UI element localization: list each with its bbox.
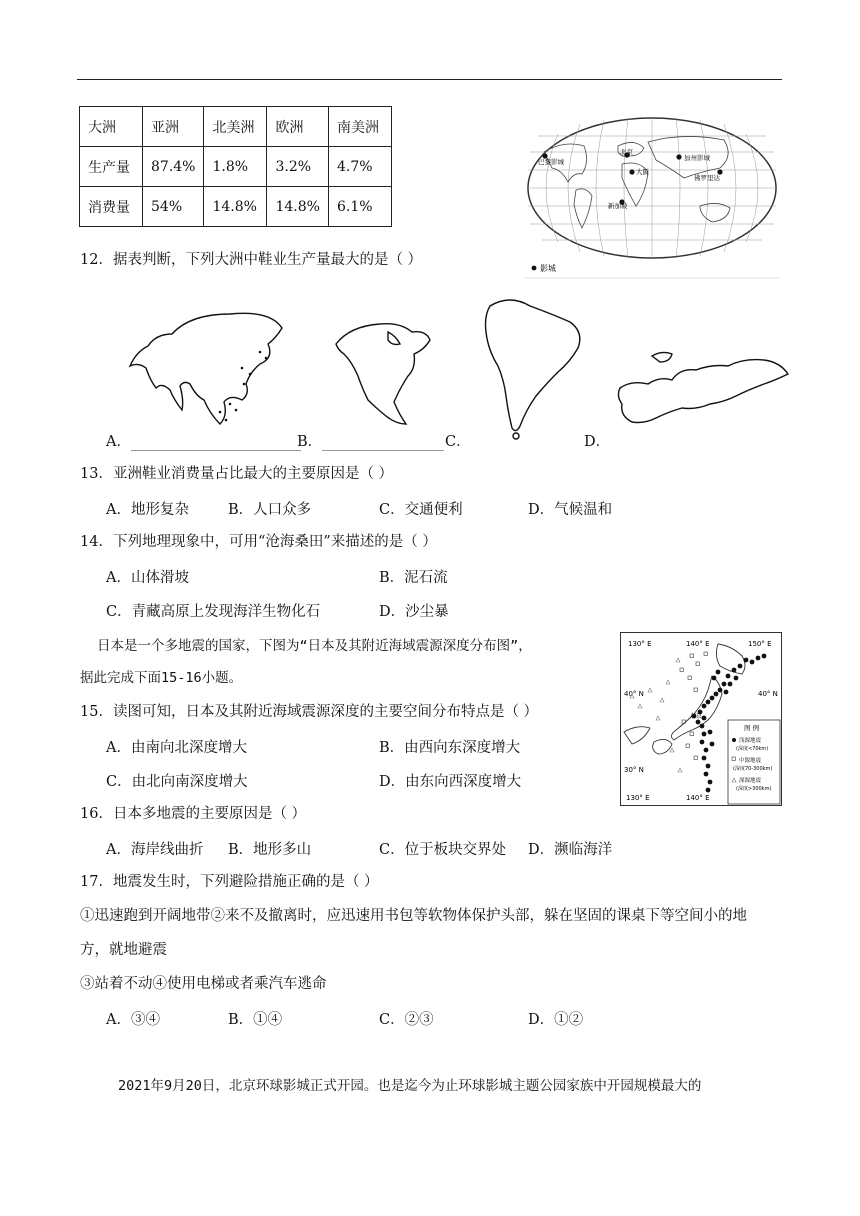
question-13: 13．亚洲鞋业消费量占比最大的主要原因是（ ） <box>80 466 394 482</box>
table-row <box>80 187 392 227</box>
table-cell: 14.8% <box>267 187 328 227</box>
legend-marker <box>532 266 537 271</box>
island-dot <box>241 367 244 370</box>
table-cell: 欧洲 <box>267 107 328 147</box>
q13-option-c[interactable]: C．交通便利 <box>379 502 463 518</box>
q14-option-c[interactable]: C．青藏高原上发现海洋生物化石 <box>106 604 321 620</box>
question-17: 17．地震发生时，下列避险措施正确的是（ ） <box>80 874 379 890</box>
question-14: 14．下列地理现象中，可用“沧海桑田”来描述的是（ ） <box>80 534 437 550</box>
table-cell: 6.1% <box>328 187 391 227</box>
south-america-outline <box>486 300 580 439</box>
label-paris: 巴黎影城 <box>538 158 564 166</box>
legend-title: 图 例 <box>744 724 760 732</box>
label-beijing: 北京 <box>620 148 633 156</box>
q13-option-a[interactable]: A．地形复杂 <box>106 502 189 518</box>
intro-japan-line1: 日本是一个多地震的国家，下图为“日本及其附近海域震源深度分布图”， <box>97 638 532 654</box>
q15-option-a[interactable]: A．由南向北深度增大 <box>106 740 247 756</box>
footer-paragraph: 2021年9月20日，北京环球影城正式开园。也是迄今为止环球影城主题公园家族中开园规模最大的 <box>118 1078 702 1094</box>
north-america-outline <box>336 324 430 424</box>
q17-option-b[interactable]: B．①④ <box>228 1012 283 1028</box>
island-dot <box>259 351 262 354</box>
lat-label: 40° N <box>624 690 644 698</box>
table-cell: 87.4% <box>143 147 204 187</box>
world-map-figure <box>524 112 780 280</box>
island-dot <box>265 357 268 360</box>
legend-intermediate: 中源地震 <box>739 758 762 764</box>
q15-option-c[interactable]: C．由北向南深度增大 <box>106 774 248 790</box>
q12-continent-figures <box>100 292 800 444</box>
legend-shallow-depth: (深度<70km) <box>736 746 769 752</box>
label-singapore: 新加坡 <box>608 202 628 210</box>
marker-osaka <box>629 169 634 174</box>
label-orlando: 佛罗里达 <box>694 174 720 182</box>
q13-option-b[interactable]: B．人口众多 <box>228 502 312 518</box>
legend-intermediate-depth: (深度70-300km) <box>733 766 773 772</box>
question-16: 16．日本多地震的主要原因是（ ） <box>80 806 307 822</box>
question-15: 15．读图可知，日本及其附近海域震源深度的主要空间分布特点是（ ） <box>80 704 539 720</box>
lat-label: 40° N <box>758 690 778 698</box>
table-cell: 亚洲 <box>143 107 204 147</box>
europe-outline <box>618 352 788 422</box>
table-header-row <box>80 107 392 147</box>
lat-label: 30° N <box>624 766 644 774</box>
lon-label: 130° E <box>628 640 652 648</box>
island-dot <box>229 403 232 406</box>
island-dot <box>225 419 228 422</box>
q12-option-b[interactable]: B． <box>297 430 444 451</box>
legend-shallow-marker <box>732 738 736 742</box>
q14-option-d[interactable]: D．沙尘暴 <box>379 604 449 620</box>
lon-label: 130° E <box>626 794 650 802</box>
q17-statement-line1: ①迅速跑到开阔地带②来不及撤离时，应迅速用书包等软物体保护头部，躲在坚固的课桌下等空间小的地 <box>80 908 747 924</box>
q17-statement-line2: 方，就地避震 <box>80 942 167 958</box>
table-cell: 消费量 <box>80 187 143 227</box>
table-cell: 大洲 <box>80 107 143 147</box>
q17-option-c[interactable]: C．②③ <box>379 1012 434 1028</box>
q12-option-a[interactable]: A． <box>106 430 301 451</box>
label-california: 加州影城 <box>684 154 710 162</box>
q17-statement-line3: ③站着不动④使用电梯或者乘汽车逃命 <box>80 976 327 992</box>
legend-deep-depth: (深度>300km) <box>736 786 772 792</box>
legend-shallow: 浅源地震 <box>739 738 762 744</box>
table-cell: 3.2% <box>267 147 328 187</box>
q14-option-a[interactable]: A．山体滑坡 <box>106 570 189 586</box>
table-cell: 生产量 <box>80 147 143 187</box>
table-cell: 1.8% <box>204 147 267 187</box>
intro-japan-line2: 据此完成下面15-16小题。 <box>80 670 243 686</box>
lon-label: 140° E <box>686 640 710 648</box>
q16-option-d[interactable]: D．濒临海洋 <box>528 842 613 858</box>
q15-option-d[interactable]: D．由东向西深度增大 <box>379 774 522 790</box>
q17-option-a[interactable]: A．③④ <box>106 1012 160 1028</box>
q13-option-d[interactable]: D．气候温和 <box>528 502 613 518</box>
table-cell: 南美洲 <box>328 107 391 147</box>
island-dot <box>235 409 238 412</box>
lon-label: 140° E <box>686 794 710 802</box>
lon-label: 150° E <box>748 640 772 648</box>
asia-outline <box>130 313 282 424</box>
island-dot <box>219 411 222 414</box>
island-dot <box>243 383 246 386</box>
japan-quake-map <box>620 632 782 806</box>
q16-option-c[interactable]: C．位于板块交界处 <box>379 842 507 858</box>
island-dot <box>249 373 252 376</box>
table-row <box>80 147 392 187</box>
q16-option-b[interactable]: B．地形多山 <box>228 842 312 858</box>
q16-option-a[interactable]: A．海岸线曲折 <box>106 842 204 858</box>
q14-option-b[interactable]: B．泥石流 <box>379 570 448 586</box>
legend-label: 影城 <box>540 264 556 273</box>
q12-option-c[interactable]: C． <box>445 434 471 450</box>
q15-option-b[interactable]: B．由西向东深度增大 <box>379 740 521 756</box>
q17-option-d[interactable]: D．①② <box>528 1012 584 1028</box>
header-rule <box>77 79 782 80</box>
table-cell: 54% <box>143 187 204 227</box>
legend-deep: 深源地震 <box>739 778 762 784</box>
table-cell: 北美洲 <box>204 107 267 147</box>
shoe-industry-table <box>79 106 392 227</box>
table-cell: 14.8% <box>204 187 267 227</box>
question-12: 12．据表判断，下列大洲中鞋业生产量最大的是（ ） <box>80 252 423 268</box>
marker-california <box>676 154 681 159</box>
q12-option-d[interactable]: D． <box>584 434 611 450</box>
table-cell: 4.7% <box>328 147 391 187</box>
city-label: 东京 <box>690 713 703 720</box>
label-osaka: 大阪 <box>636 168 649 176</box>
